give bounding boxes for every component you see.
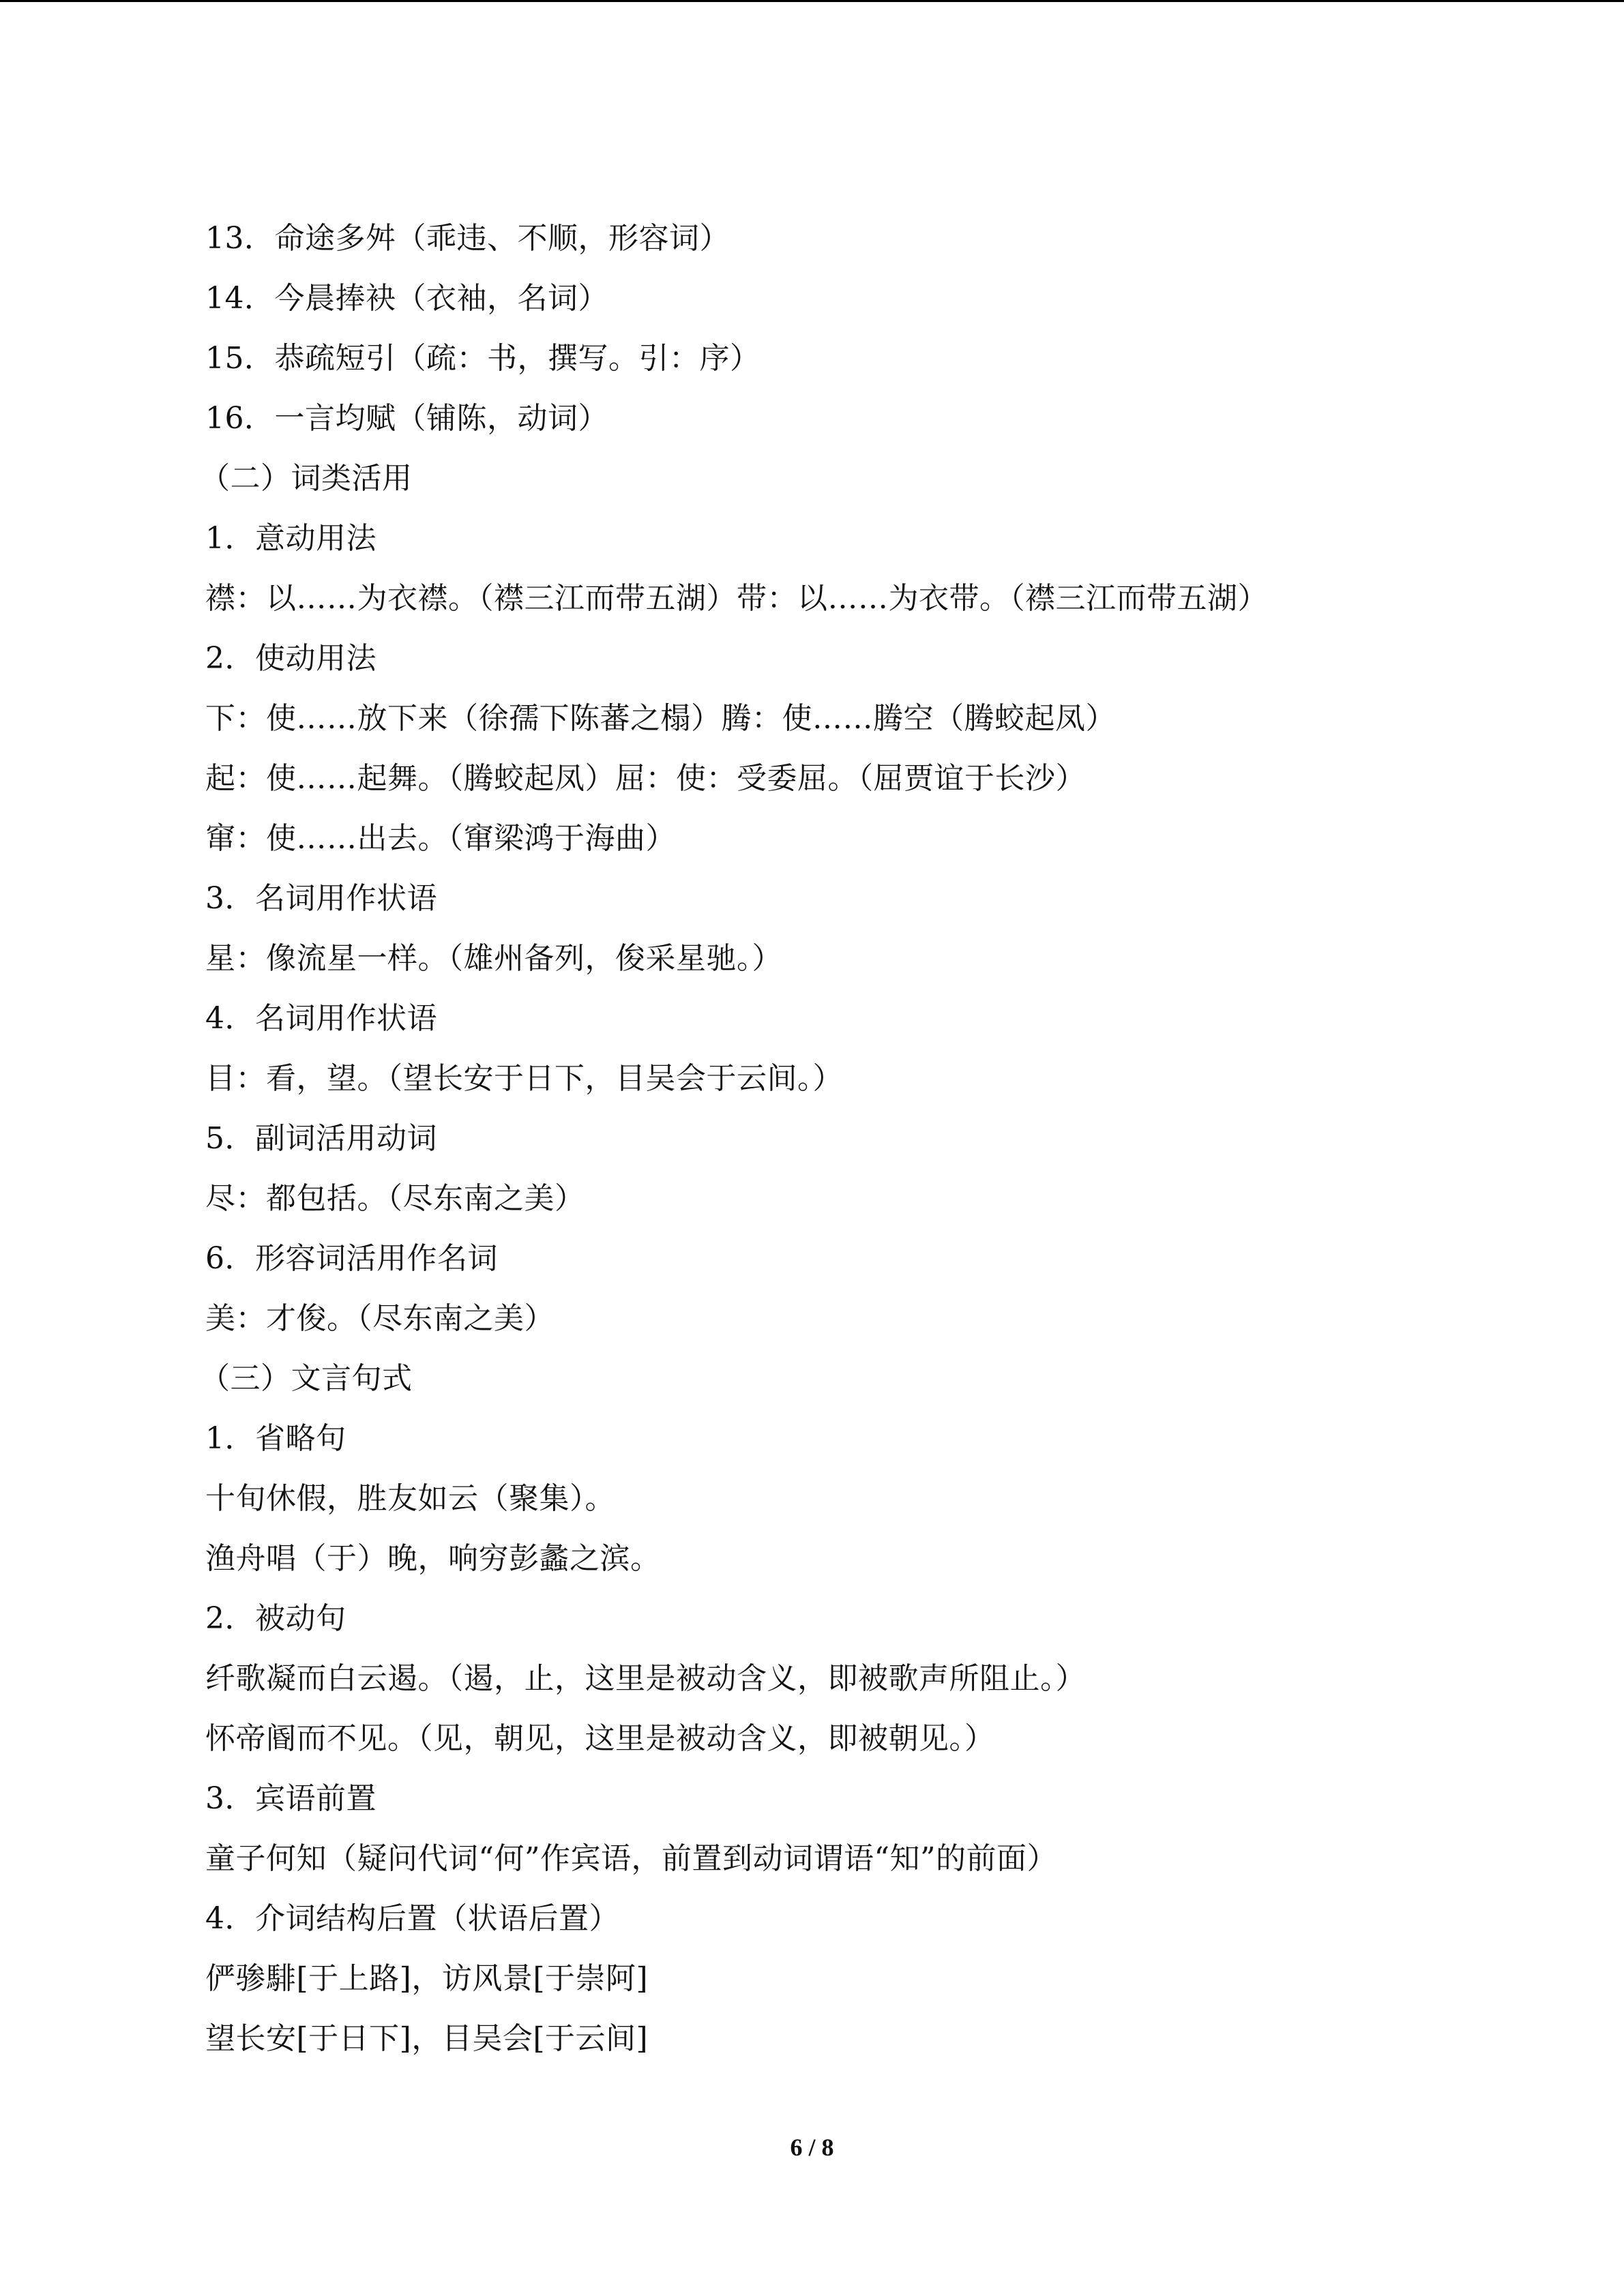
numbered-item: 16．一言均赋（铺陈，动词） xyxy=(205,401,608,436)
numbered-item: 5．副词活用动词 xyxy=(205,1121,437,1156)
body-line: 渔舟唱（于）晚，响穷彭蠡之滨。 xyxy=(205,1541,661,1576)
body-line: 目：看，望。（望长安于日下，目吴会于云间。） xyxy=(205,1061,843,1096)
body-line: 怀帝阍而不见。（见，朝见，这里是被动含义，即被朝见。） xyxy=(205,1721,995,1756)
top-border-rule xyxy=(0,0,1624,2)
body-line: 尽：都包括。（尽东南之美） xyxy=(205,1181,585,1216)
numbered-item: 4．介词结构后置（状语后置） xyxy=(205,1901,619,1936)
section-heading: （二）词类活用 xyxy=(200,461,413,496)
numbered-item: 15．恭疏短引（疏：书，撰写。引：序） xyxy=(205,341,761,376)
numbered-item: 4．名词用作状语 xyxy=(205,1001,437,1036)
numbered-item: 3．名词用作状语 xyxy=(205,881,437,916)
numbered-item: 2．使动用法 xyxy=(205,641,377,676)
body-line: 望长安[于日下]，目吴会[于云间] xyxy=(205,2021,649,2056)
document-body xyxy=(200,209,1501,2069)
section-heading: （三）文言句式 xyxy=(200,1361,413,1396)
body-line: 童子何知（疑问代词“何”作宾语，前置到动词谓语“知”的前面） xyxy=(205,1841,1057,1876)
numbered-item: 3．宾语前置 xyxy=(205,1781,377,1816)
body-line: 俨骖騑[于上路]，访风景[于崇阿] xyxy=(205,1961,649,1996)
numbered-item: 1．省略句 xyxy=(205,1421,346,1456)
body-line: 起：使……起舞。（腾蛟起凤）屈：使：受委屈。（屈贾谊于长沙） xyxy=(205,761,1086,796)
body-line: 下：使……放下来（徐孺下陈蕃之榻）腾：使……腾空（腾蛟起凤） xyxy=(205,701,1116,736)
body-line: 十旬休假，胜友如云（聚集）。 xyxy=(205,1481,615,1516)
numbered-item: 13．命途多舛（乖违、不顺，形容词） xyxy=(205,221,730,256)
numbered-item: 6．形容词活用作名词 xyxy=(205,1241,498,1276)
body-line: 窜：使……出去。（窜梁鸿于海曲） xyxy=(205,821,676,856)
numbered-item: 2．被动句 xyxy=(205,1601,346,1636)
body-line: 纤歌凝而白云遏。（遏，止，这里是被动含义，即被歌声所阻止。） xyxy=(205,1661,1086,1696)
numbered-item: 1．意动用法 xyxy=(205,521,377,556)
numbered-item: 14．今晨捧袂（衣袖，名词） xyxy=(205,281,608,316)
body-line: 襟：以……为衣襟。（襟三江而带五湖）带：以……为衣带。（襟三江而带五湖） xyxy=(205,581,1268,616)
page-number: 6 / 8 xyxy=(790,2134,834,2161)
body-line: 星：像流星一样。（雄州备列，俊采星驰。） xyxy=(205,941,782,976)
body-line: 美：才俊。（尽东南之美） xyxy=(205,1301,555,1336)
